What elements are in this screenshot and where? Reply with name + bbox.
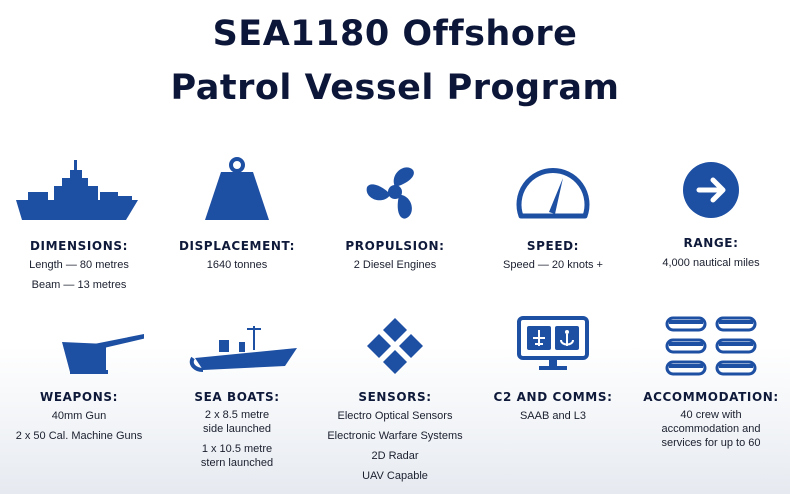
spec-c2-comms — [474, 310, 632, 480]
spec-line: 40 crew with — [680, 409, 742, 421]
spec-displacement — [158, 150, 316, 300]
monitor-icon — [474, 310, 632, 386]
spec-line: side launched — [203, 423, 271, 435]
spec-line: 40mm Gun — [51, 410, 107, 422]
spec-line: Speed — 20 knots + — [503, 259, 603, 271]
spec-line: 2 x 8.5 metre — [204, 409, 270, 421]
spec-line: 2 x 50 Cal. Machine Guns — [15, 430, 143, 442]
spec-line: stern launched — [200, 457, 274, 469]
spec-speed — [474, 150, 632, 300]
spec-line: Electro Optical Sensors — [337, 410, 453, 422]
spec-line: UAV Capable — [362, 470, 428, 482]
spec-dimensions — [0, 150, 158, 300]
arrow-circle-icon — [632, 150, 790, 226]
page-title-line-2: Patrol Vessel Program — [170, 68, 620, 108]
bunks-icon — [632, 310, 790, 386]
spec-label: SENSORS: — [358, 390, 432, 404]
spec-label: ACCOMMODATION: — [643, 390, 779, 404]
spec-line: 1640 tonnes — [206, 259, 268, 271]
ship-icon — [0, 150, 158, 226]
spec-line: 4,000 nautical miles — [662, 257, 760, 269]
spec-label: DIMENSIONS: — [29, 239, 128, 253]
spec-label: PROPULSION: — [345, 239, 445, 253]
rib-boat-icon — [158, 310, 316, 386]
spec-weapons — [0, 310, 158, 480]
spec-line: Electronic Warfare Systems — [327, 430, 463, 442]
spec-line: accommodation and — [661, 423, 761, 435]
spec-accommodation — [632, 310, 790, 480]
spec-label: C2 AND COMMS: — [493, 390, 613, 404]
spec-label: DISPLACEMENT: — [178, 239, 296, 253]
spec-label: RANGE: — [683, 236, 739, 250]
spec-line: services for up to 60 — [661, 437, 761, 449]
spec-label: SEA BOATS: — [194, 390, 280, 404]
spec-propulsion — [316, 150, 474, 300]
spec-line: 1 x 10.5 metre — [201, 443, 273, 455]
propeller-icon — [316, 150, 474, 226]
spec-label: SPEED: — [526, 239, 580, 253]
weight-icon — [158, 150, 316, 226]
spec-label: WEAPONS: — [39, 390, 118, 404]
speedometer-icon — [474, 150, 632, 226]
spec-range — [632, 150, 790, 300]
spec-line: 2 Diesel Engines — [353, 259, 437, 271]
spec-line: SAAB and L3 — [519, 410, 587, 422]
spec-line: 2D Radar — [371, 450, 419, 462]
diamond-cluster-icon — [316, 310, 474, 386]
spec-line: Length — 80 metres — [29, 259, 129, 271]
spec-sensors — [316, 310, 474, 490]
gun-turret-icon — [0, 310, 158, 386]
page-title-line-1: SEA1180 Offshore — [212, 14, 578, 54]
spec-line: Beam — 13 metres — [31, 279, 127, 291]
spec-sea-boats — [158, 310, 316, 480]
